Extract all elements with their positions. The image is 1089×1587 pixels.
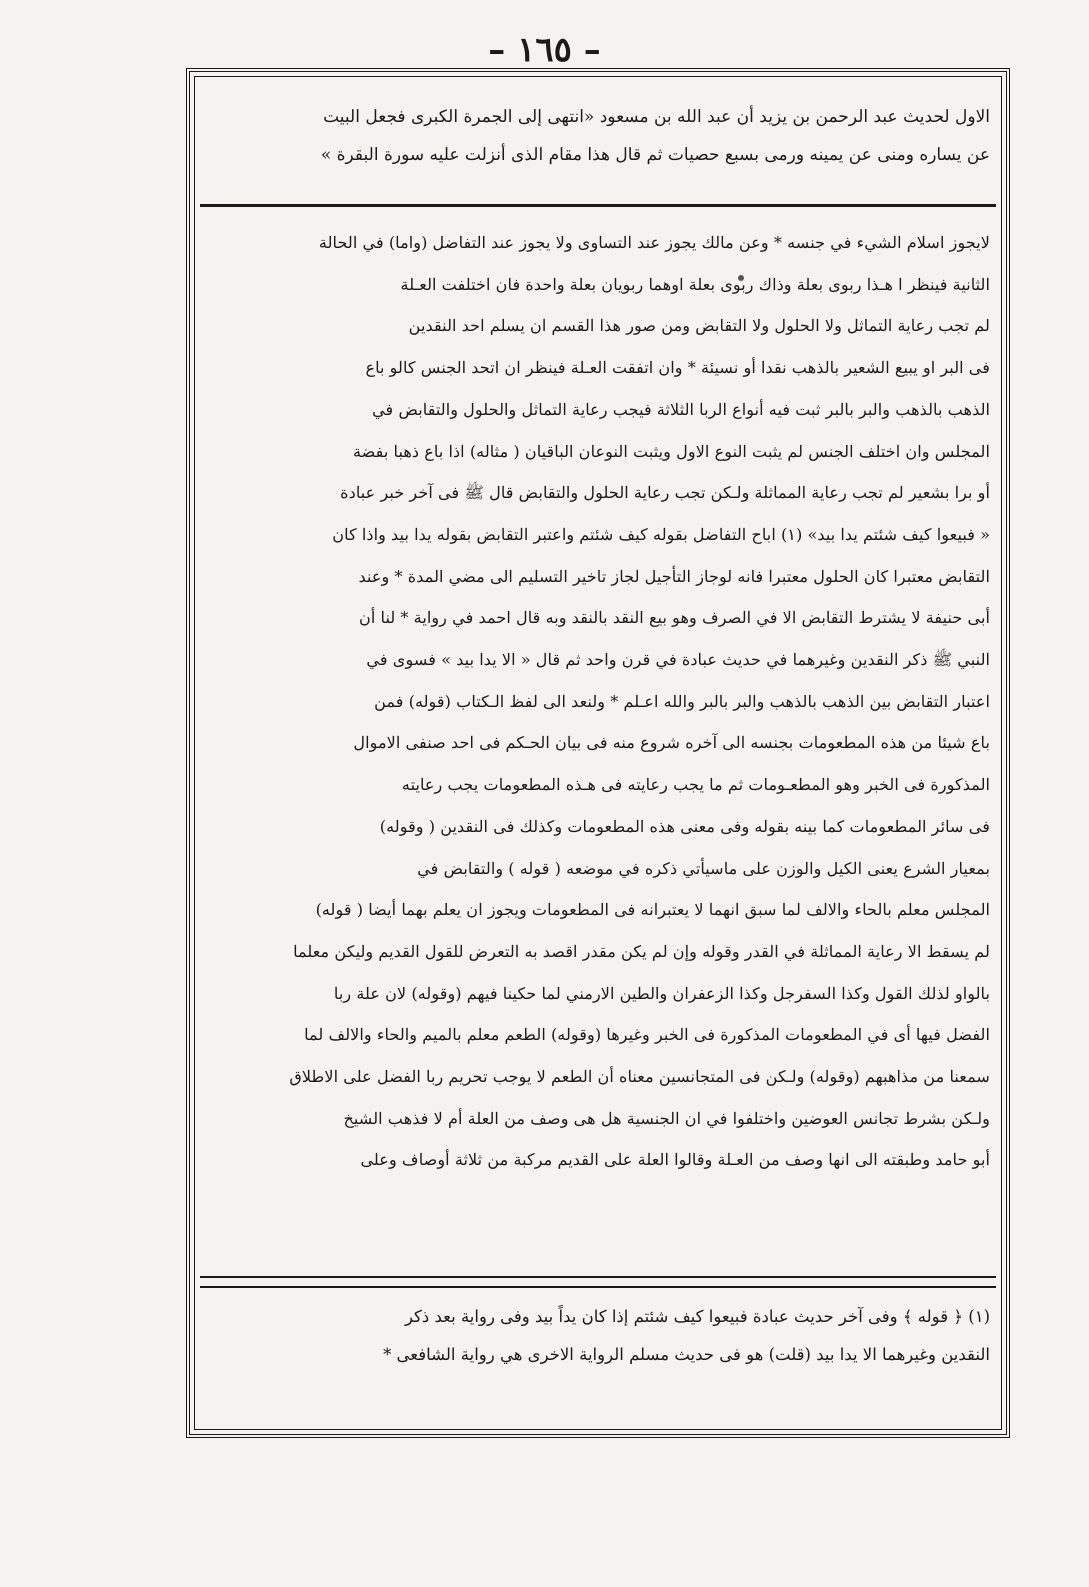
- text-line: المجلس معلم بالحاء والالف لما سبق انهما لا يعتبرانه فى المطعومات ويجوز ان يعلم بهما أيضا ( قوله): [315, 900, 990, 920]
- footnote-line: (١) ﴿ قوله ﴾ وفى آخر حديث عبادة فبيعوا كيف شئتم إذا كان يداً بيد وفى رواية بعد ذكر: [404, 1307, 990, 1326]
- page-number: – ١٦٥ –: [488, 30, 601, 70]
- footnote-divider-bottom: [200, 1286, 996, 1288]
- commentary-text: [206, 222, 990, 1181]
- footnote-divider-top: [200, 1276, 996, 1278]
- text-line: بالواو لذلك القول وكذا السفرجل وكذا الزعفران والطين الارمني لما حكينا فيهم (وقوله) لان علة ربا: [333, 983, 990, 1003]
- text-line: « فبيعوا كيف شئتم يدا بيد» (١) اباح التفاضل بقوله كيف شئتم واعتبر التقابض بقوله يدا بيد واذا كان: [332, 524, 990, 544]
- text-line: أبى حنيفة لا يشترط التقابض الا في الصرف وهو بيع النقد بالنقد وبه قال احمد في رواية * لنا أن: [358, 608, 990, 628]
- text-line: النبي ﷺ ذكر النقدين وغيرهما في حديث عبادة في قرن واحد ثم قال « الا يدا بيد » فسوى في: [366, 650, 990, 670]
- text-line: المذكورة فى الخبر وهو المطعـومات ثم ما يجب رعايته فى هـذه المطعومات يجب رعايته: [401, 775, 990, 795]
- hadith-header: [206, 98, 990, 174]
- footnote: [206, 1298, 990, 1374]
- text-line: لايجوز اسلام الشيء في جنسه * وعن مالك يجوز عند التساوى ولا يجوز عند التفاضل (واما) في الحالة: [318, 233, 990, 252]
- page-frame: [186, 68, 1010, 1438]
- text-line: أو برا بشعير لم تجب رعاية المماثلة ولـكن تجب رعاية الحلول والتقابض قال ﷺ فى آخر خبر عبادة: [340, 483, 990, 503]
- text-line: ولـكن بشرط تجانس العوضين واختلفوا في ان الجنسية هل هى وصف من العلة أم لا فذهب الشيخ: [343, 1108, 990, 1128]
- text-line: فى سائر المطعومات كما بينه بقوله وفى معنى هذه المطعومات وكذلك فى النقدين ( وقوله): [379, 816, 990, 836]
- text-line: فى البر او يبيع الشعير بالذهب نقدا أو نسيئة * وان اتفقت العـلة فينظر ان اتحد الجنس كالو باع: [365, 358, 990, 378]
- text-line: الفضل فيها أى في المطعومات المذكورة فى الخبر وغيرها (وقوله) الطعم معلم بالميم والحاء والالف لما: [304, 1025, 990, 1045]
- text-line: أبو حامد وطبقته الى انها وصف من العـلة وقالوا العلة على القديم مركبة من ثلاثة أوصاف وعلى: [360, 1150, 990, 1170]
- text-line: بمعيار الشرع يعنى الكيل والوزن على ماسيأتي ذكره في موضعه ( قوله ) والتقابض في: [417, 858, 990, 878]
- footnote-line: النقدين وغيرهما الا يدا بيد (قلت) هو فى حديث مسلم الرواية الاخرى هي رواية الشافعى *: [383, 1345, 990, 1364]
- text-line: المجلس وان اختلف الجنس لم يثبت النوع الاول ويثبت النوعان الباقيان ( مثاله) اذا باع ذهبا بفضة: [352, 441, 990, 461]
- header-line: عن يساره ومنى عن يمينه ورمى بسبع حصيات ثم قال هذا مقام الذى أنزلت عليه سورة البقرة »: [320, 145, 990, 165]
- text-line: باع شيئا من هذه المطعومات بجنسه الى آخره شروع منه فى بيان الحـكم فى احد صنفى الاموال: [353, 733, 990, 753]
- text-line: سمعنا من مذاهبهم (وقوله) ولـكن فى المتجانسين معناه أن الطعم لا يوجب تحريم ربا الفضل على الاطلاق: [289, 1067, 990, 1087]
- text-line: الذهب بالذهب والبر بالبر ثبت فيه أنواع الربا الثلاثة فيجب رعاية التماثل والحلول والتقابض في: [372, 399, 990, 419]
- text-line: الثانية فينظر ا هـذا ربوى بعلة وذاك ربوى بعلة اوهما ربويان بعلة واحدة فان اختلفت العـلة: [400, 274, 990, 294]
- header-divider: [200, 204, 996, 207]
- text-line: اعتبار التقابض بين الذهب بالذهب والبر بالبر والله اعـلم * ولنعد الى لفظ الـكتاب (قوله) فمن: [374, 691, 990, 711]
- text-line: التقابض معتبرا كان الحلول معتبرا فانه لوجاز التأجيل لجاز تاخير التسليم الى مضي المدة * وعند: [358, 566, 990, 586]
- header-line: الاول لحديث عبد الرحمن بن يزيد أن عبد الله بن مسعود «انتهى إلى الجمرة الكبرى فجعل البيت: [323, 107, 990, 127]
- text-line: لم يسقط الا رعاية المماثلة في القدر وقوله وإن لم يكن مقدر اقصد به التعرض للقول القديم وليكن معلما: [293, 941, 990, 961]
- text-line: لم تجب رعاية التماثل ولا الحلول ولا التقابض ومن صور هذا القسم ان يسلم احد النقدين: [408, 316, 990, 336]
